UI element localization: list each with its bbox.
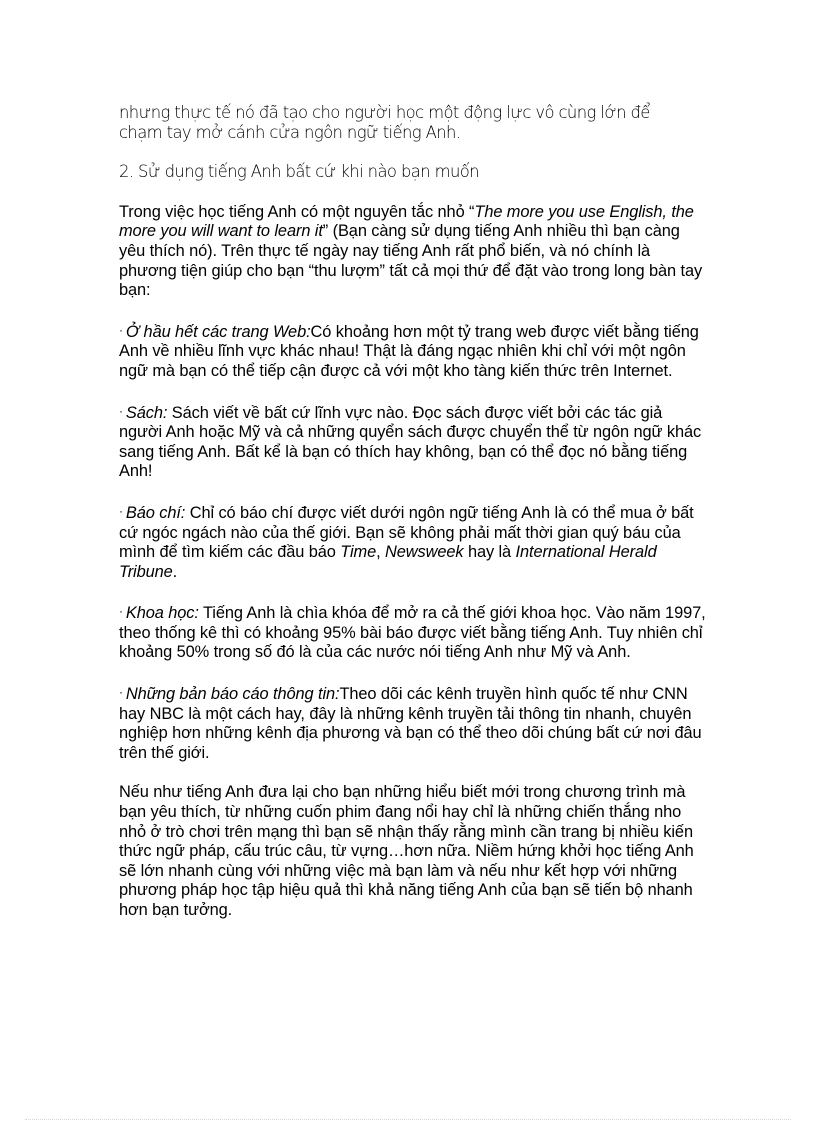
bullet-text: Theo dõi các kênh truyền hình quốc tế như CNN hay NBC là một cách hay, đây là những kênh truyền tải thông tin nhanh, chuyên nghiệp hơn những kênh địa phương và bạn có thể theo dõi chúng bất cứ nơi đâu trên thế giới. <box>119 685 702 762</box>
bullet-web <box>119 321 709 382</box>
publication-time: Time <box>340 543 377 562</box>
bullet-books <box>119 402 709 482</box>
bullet-text: Sách viết về bất cứ lĩnh vực nào. Đọc sách được viết bởi các tác giả người Anh hoặc Mỹ và cả những quyển sách được chuyển thể từ ngôn ngữ khác sang tiếng Anh. Bất kể là bạn có thích hay không, bạn có thể đọc nó bằng tiếng Anh! <box>119 403 702 481</box>
section-heading: 2. Sử dụng tiếng Anh bất cứ khi nào bạn muốn <box>119 162 479 182</box>
bullet-text: Có khoảng hơn một tỷ trang web được viết bằng tiếng Anh về nhiều lĩnh vực khác nhau! Thật là đáng ngạc nhiên khi chỉ với một ngôn ngữ mà bạn có thể tiếp cận được cả với một kho tàng kiến thức trên Internet. <box>119 322 699 380</box>
publication-separator: , <box>376 543 386 562</box>
intro-paragraph <box>119 103 709 142</box>
bullet-label: Khoa học: <box>125 604 199 623</box>
conclusion-paragraph: Nếu như tiếng Anh đưa lại cho bạn những hiểu biết mới trong chương trình mà bạn yêu thích, từ những cuốn phim đang nổi hay chỉ là những chiến thắng nho nhỏ ở trò chơi trên mạng thì bạn sẽ nhận thấy rằng mình cần trang bị nhiều kiến thức ngữ pháp, cấu trúc câu, từ vựng…hơn nữa. Niềm hứng khởi học tiếng Anh sẽ lớn nhanh cùng với những việc mà bạn làm và nếu như kết hợp với những phương pháp học tập hiệu quả thì khả năng tiếng Anh của bạn sẽ tiến bộ nhanh hơn bạn tưởng. <box>119 783 694 919</box>
sentence-end: . <box>172 562 178 581</box>
paragraph-principle <box>119 203 709 301</box>
bullet-label: Những bản báo cáo thông tin: <box>125 685 340 704</box>
bullet-mark: · <box>119 403 123 418</box>
document-page <box>119 103 709 921</box>
bullet-mark: · <box>119 604 123 619</box>
bullet-label: Sách: <box>125 403 168 422</box>
intro-line-2: chạm tay mở cánh cửa ngôn ngữ tiếng Anh. <box>119 122 461 142</box>
publication-newsweek: Newsweek <box>385 543 464 562</box>
bullet-mark: · <box>119 503 123 518</box>
bullet-reports <box>119 683 709 763</box>
bullet-mark: · <box>119 322 123 337</box>
intro-line-1: nhưng thực tế nó đã tạo cho người học một động lực vô cùng lớn để <box>119 103 650 122</box>
principle-quote: The more you use English, the more you will want to learn it <box>119 202 694 241</box>
bullet-label: Ở hầu hết các trang Web: <box>125 322 311 341</box>
bullet-press <box>119 502 709 582</box>
publication-or: hay là <box>463 543 516 562</box>
principle-text-before: Trong việc học tiếng Anh có một nguyên tắc nhỏ “ <box>119 202 475 221</box>
bullet-text: Chỉ có báo chí được viết dưới ngôn ngữ tiếng Anh là có thể mua ở bất cứ ngóc ngách nào của thế giới. Bạn sẽ không phải mất thời gian quý báu của mình để tìm kiếm các đầu báo <box>119 503 694 562</box>
publication-iht: International Herald Tribune <box>119 543 657 581</box>
bullet-mark: · <box>119 685 123 700</box>
bullet-science <box>119 602 709 663</box>
page-bottom-divider <box>25 1119 791 1120</box>
bullet-text: Tiếng Anh là chìa khóa để mở ra cả thế giới khoa học. Vào năm 1997, theo thống kê thì có khoảng 95% bài báo được viết bằng tiếng Anh. Tuy nhiên chỉ khoảng 50% trong số đó là của các nước nói tiếng Anh như Mỹ và Anh. <box>119 604 706 662</box>
bullet-label: Báo chí: <box>125 503 186 522</box>
principle-text-after: ” (Bạn càng sử dụng tiếng Anh nhiều thì bạn càng yêu thích nó). Trên thực tế ngày nay tiếng Anh rất phổ biến, và nó chính là phương tiện giúp cho bạn “thu lượm” tất cả mọi thứ để đặt vào trong long bàn tay bạn: <box>119 222 703 300</box>
